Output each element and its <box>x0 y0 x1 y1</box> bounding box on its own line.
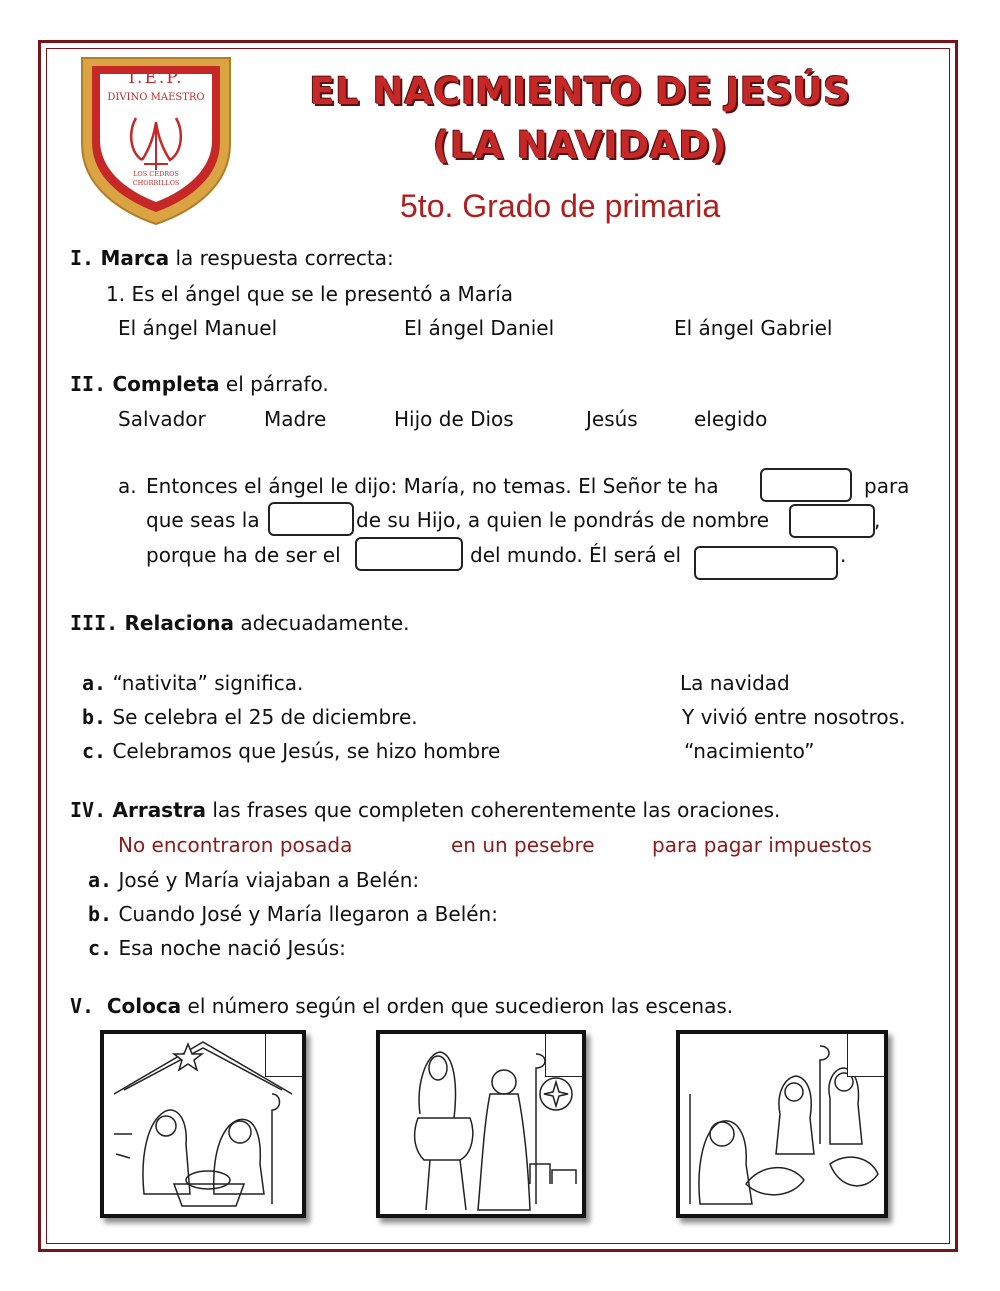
sentence-letter: c. <box>88 936 113 960</box>
section-2-instruction: el párrafo. <box>225 372 329 396</box>
match-left-letter: a. <box>82 671 107 695</box>
section-5-instruction: el número según el orden que sucedieron las escenas. <box>187 994 734 1018</box>
section-4-numeral: IV. <box>70 798 107 822</box>
match-left-text: Se celebra el 25 de diciembre. <box>112 705 418 729</box>
word-bank-item[interactable]: Jesús <box>586 407 638 431</box>
match-left-letter: c. <box>82 739 107 763</box>
journey-to-bethlehem-scene-image <box>376 1030 586 1218</box>
paragraph-line3-c: . <box>840 543 847 567</box>
paragraph-line1-b: para <box>864 474 910 498</box>
match-right-item[interactable]: Y vivió entre nosotros. <box>682 705 906 729</box>
sentence-letter: b. <box>88 902 113 926</box>
logo-text-bottom1: LOS CEDROS <box>133 170 179 178</box>
section-2-numeral: II. <box>70 372 107 396</box>
section-4-instruction: las frases que completen coherentemente las oraciones. <box>212 798 781 822</box>
match-left-item[interactable] <box>82 739 500 763</box>
sentence-text: José y María viajaban a Belén: <box>118 868 420 892</box>
sentence-item <box>88 902 498 926</box>
match-left-item[interactable] <box>82 705 418 729</box>
word-bank-item[interactable]: Hijo de Dios <box>394 407 514 431</box>
sentence-text: Esa noche nació Jesús: <box>118 936 346 960</box>
match-left-item[interactable] <box>82 671 303 695</box>
sentence-letter: a. <box>88 868 113 892</box>
section-2-heading <box>70 372 329 396</box>
school-logo <box>76 52 236 228</box>
word-bank-item[interactable]: elegido <box>694 407 768 431</box>
scene-number-box-3[interactable] <box>847 1034 884 1077</box>
section-1-numeral: I. <box>70 246 95 270</box>
logo-text-top: I.E.P. <box>128 68 184 88</box>
answer-option-2[interactable]: El ángel Daniel <box>404 316 555 340</box>
match-left-letter: b. <box>82 705 107 729</box>
section-4-keyword: Arrastra <box>112 798 207 822</box>
section-3-keyword: Relaciona <box>124 611 235 635</box>
section-3-heading <box>70 611 410 635</box>
shepherds-scene-image <box>676 1030 888 1218</box>
section-1-heading <box>70 246 394 270</box>
draggable-phrase[interactable]: No encontraron posada <box>118 833 353 857</box>
match-left-text: Celebramos que Jesús, se hizo hombre <box>112 739 501 763</box>
draggable-phrase[interactable]: para pagar impuestos <box>652 833 872 857</box>
paragraph-line3-b: del mundo. Él será el <box>470 543 682 567</box>
paragraph-line2-c: , <box>874 508 881 532</box>
section-5-keyword: Coloca <box>106 994 182 1018</box>
page-title-line2: (LA NAVIDAD) <box>432 124 728 167</box>
section-2-keyword: Completa <box>112 372 220 396</box>
section-3-instruction: adecuadamente. <box>240 611 410 635</box>
draggable-phrase[interactable]: en un pesebre <box>451 833 595 857</box>
blank-input-4[interactable] <box>355 537 463 571</box>
match-right-item[interactable]: La navidad <box>680 671 790 695</box>
section-5-heading <box>70 994 733 1018</box>
word-bank-item[interactable]: Madre <box>264 407 327 431</box>
section-1-keyword: Marca <box>100 246 170 270</box>
sentence-text: Cuando José y María llegaron a Belén: <box>118 902 498 926</box>
page-title-line1: EL NACIMIENTO DE JESÚS <box>309 70 851 113</box>
paragraph-line2-a: que seas la <box>146 508 260 532</box>
sentence-item <box>88 868 419 892</box>
section-1-instruction: la respuesta correcta: <box>175 246 394 270</box>
logo-text-name: DIVINO MAESTRO <box>107 92 205 103</box>
section-1-question: 1. Es el ángel que se le presentó a María <box>106 282 514 306</box>
logo-text-bottom2: CHORRILLOS <box>132 179 180 187</box>
paragraph-line2-b: de su Hijo, a quien le pondrás de nombre <box>356 508 770 532</box>
section-4-heading <box>70 798 780 822</box>
match-right-item[interactable]: “nacimiento” <box>684 739 815 763</box>
page-subtitle: 5to. Grado de primaria <box>400 188 721 224</box>
paragraph-line1-a: Entonces el ángel le dijo: María, no temas. El Señor te ha <box>146 474 719 498</box>
section-3-numeral: III. <box>70 611 119 635</box>
scene-number-box-1[interactable] <box>265 1034 302 1077</box>
match-left-text: “nativita” significa. <box>112 671 304 695</box>
paragraph-item-letter: a. <box>118 474 137 498</box>
section-5-numeral: V. <box>70 994 95 1018</box>
answer-option-1[interactable]: El ángel Manuel <box>118 316 278 340</box>
nativity-scene-image <box>100 1030 306 1218</box>
sentence-item <box>88 936 346 960</box>
blank-input-3[interactable] <box>789 504 875 538</box>
word-bank-item[interactable]: Salvador <box>118 407 206 431</box>
blank-input-2[interactable] <box>268 502 354 536</box>
paragraph-line3-a: porque ha de ser el <box>146 543 341 567</box>
blank-input-5[interactable] <box>694 546 838 580</box>
scene-number-box-2[interactable] <box>545 1034 582 1077</box>
answer-option-3[interactable]: El ángel Gabriel <box>674 316 833 340</box>
blank-input-1[interactable] <box>760 468 852 502</box>
